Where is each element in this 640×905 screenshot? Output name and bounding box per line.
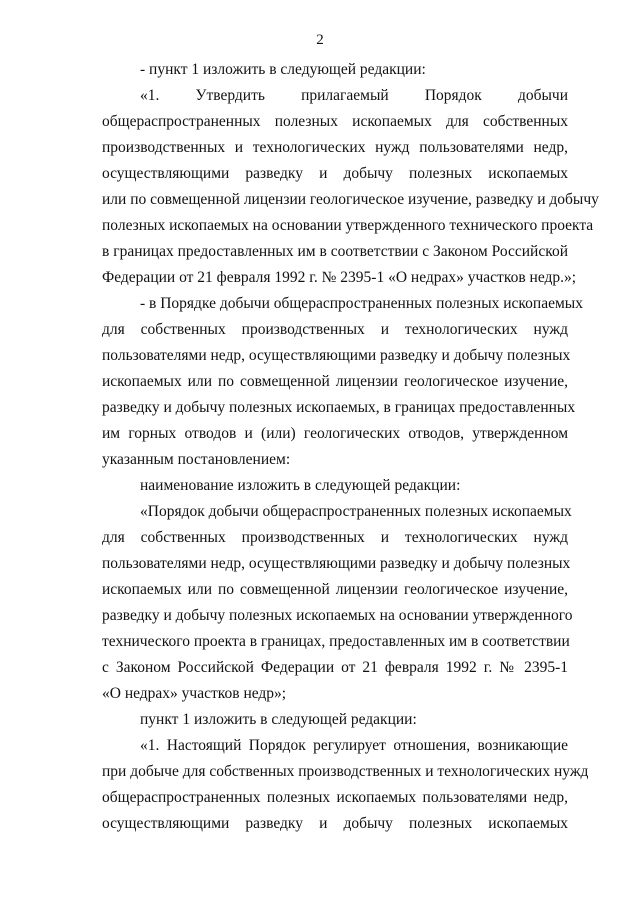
- text-line: - пункт 1 изложить в следующей редакции:: [140, 61, 426, 78]
- text-line: «О недрах» участков недр»;: [102, 685, 287, 702]
- text-line: наименование изложить в следующей редакции:: [140, 477, 461, 494]
- text-line: технического проекта в границах, предоставленных им в соответствии: [102, 633, 570, 650]
- text-line: пользователями недр, осуществляющими разведку и добычу полезных: [102, 347, 571, 364]
- text-line: указанным постановлением:: [102, 451, 291, 468]
- text-line: «Порядок добычи общераспространенных полезных ископаемых: [140, 503, 572, 520]
- paragraph-p1: [102, 57, 568, 83]
- text-line: «1. Настоящий Порядок регулирует отношения, возникающие: [140, 737, 568, 754]
- document-body: [102, 57, 599, 837]
- paragraph-p6: [102, 707, 568, 733]
- text-line: Федерации от 21 февраля 1992 г. № 2395-1 «О недрах» участков недр.»;: [102, 269, 577, 286]
- text-line: при добыче для собственных производственных и технологических нужд: [102, 763, 589, 780]
- text-line: полезных ископаемых на основании утвержденного технического проекта: [102, 217, 594, 234]
- paragraph-p3: [102, 291, 583, 473]
- text-line: им горных отводов и (или) геологических отводов, утвержденном: [102, 425, 568, 442]
- paragraph-p5: [102, 499, 573, 707]
- text-line: для собственных производственных и технологических нужд: [102, 321, 568, 338]
- paragraph-p7: [102, 733, 589, 837]
- text-line: производственных и технологических нужд пользователями недр,: [102, 139, 568, 156]
- text-line: осуществляющими разведку и добычу полезных ископаемых: [102, 165, 568, 182]
- text-line: осуществляющими разведку и добычу полезных ископаемых: [102, 815, 568, 832]
- text-line: - в Порядке добычи общераспространенных полезных ископаемых: [140, 295, 583, 312]
- text-line: с Законом Российской Федерации от 21 февраля 1992 г. № 2395-1: [102, 659, 568, 676]
- text-line: ископаемых или по совмещенной лицензии геологическое изучение,: [102, 581, 568, 598]
- text-line: разведку и добычу полезных ископаемых на основании утвержденного: [102, 607, 573, 624]
- text-line: общераспространенных полезных ископаемых для собственных: [102, 113, 568, 130]
- text-line: разведку и добычу полезных ископаемых, в границах предоставленных: [102, 399, 576, 416]
- text-line: пункт 1 изложить в следующей редакции:: [140, 711, 417, 728]
- text-line: ископаемых или по совмещенной лицензии геологическое изучение,: [102, 373, 568, 390]
- page-number: 2: [316, 32, 324, 48]
- text-line: или по совмещенной лицензии геологическое изучение, разведку и добычу: [102, 191, 599, 208]
- text-line: «1. Утвердить прилагаемый Порядок добычи: [140, 87, 568, 104]
- paragraph-p4: [102, 473, 568, 499]
- text-line: в границах предоставленных им в соответствии с Законом Российской: [102, 243, 568, 260]
- paragraph-p2: [102, 83, 599, 291]
- text-line: для собственных производственных и технологических нужд: [102, 529, 568, 546]
- text-line: общераспространенных полезных ископаемых пользователями недр,: [102, 789, 568, 806]
- text-line: пользователями недр, осуществляющими разведку и добычу полезных: [102, 555, 571, 572]
